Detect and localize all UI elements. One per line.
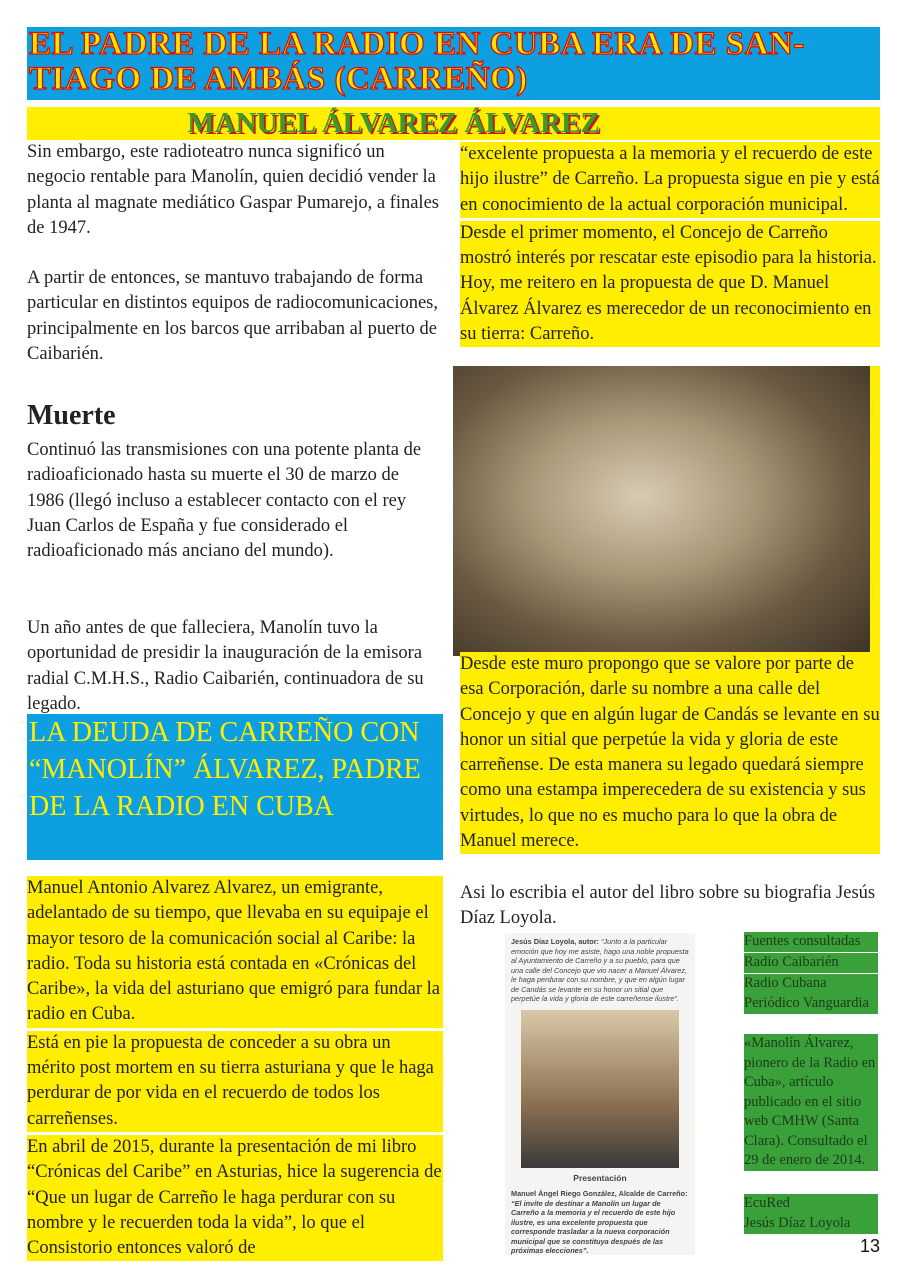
- presentation-photo: [521, 1010, 679, 1168]
- subtitle-banner: [27, 107, 880, 140]
- source-item: Jesús Díaz Loyola: [744, 1214, 878, 1234]
- author-label: Jesús Díaz Loyola, autor:: [511, 937, 599, 946]
- left-paragraph-6: Está en pie la propuesta de conceder a su obra un mérito post mortem en su tierra asturiana y que le haga perdurar de por vida en el recuerdo de todos los carreñenses.: [27, 1031, 443, 1132]
- title-line-2: TIAGO DE AMBÁS (CARREÑO): [29, 61, 528, 97]
- left-paragraph-4: Un año antes de que falleciera, Manolín tuvo la oportunidad de presidir la inauguración de la emisora radial C.M.H.S., Radio Caibarién, continuadora de su legado.: [27, 618, 424, 714]
- section-heading-muerte: Muerte: [27, 400, 116, 431]
- page-title: [27, 27, 880, 100]
- left-paragraph-7: En abril de 2015, durante la presentación de mi libro “Crónicas del Caribe” en Asturias, hice la sugerencia de “Que un lugar de Carreño le haga perdurar con su nombre y le recuerden toda la vida”, lo que el Consistorio entonces valoró de: [27, 1135, 443, 1261]
- mayor-quote: “El invite de destinar a Manolín un lugar de Carreño a la memoria y el recuerdo de este hijo ilustre, es una excelente propuesta que corresponde trasladar a la nueva corporación municipal que se constituya después de las próximas elecciones”.: [511, 1198, 676, 1255]
- right-paragraph-3: Desde este muro propongo que se valore por parte de esa Corporación, darle su nombre a una calle del Concejo y que en algún lugar de Candás se levante en su honor un sitial que perpetúe la vida y gloria de este carreñense. De esta manera su legado quedará siempre como una estampa imperecedera de su existencia y sus virtudes, lo que no es mucho para lo que la obra de Manuel merece.: [460, 652, 880, 854]
- title-line-1: EL PADRE DE LA RADIO EN CUBA ERA DE SAN-: [29, 26, 805, 62]
- sources-heading: Fuentes consultadas: [744, 932, 878, 952]
- right-paragraph-1: “excelente propuesta a la memoria y el recuerdo de este hijo ilustre” de Carreño. La propuesta sigue en pie y está en conocimiento de la actual corporación municipal.: [460, 142, 880, 218]
- right-paragraph-4: Asi lo escribia el autor del libro sobre su biografia Jesús Díaz Loyola.: [460, 883, 876, 929]
- source-item: Periódico Vanguardia: [744, 994, 878, 1014]
- source-item: Radio Cubana: [744, 974, 878, 994]
- left-paragraph-5: Manuel Antonio Alvarez Alvarez, un emigrante, adelantado de su tiempo, que llevaba en su equipaje el mayor tesoro de la comunicación social al Caribe: la radio. Toda su historia está contada en «Crónicas del Caribe», la vida del asturiano que emigró para fundar la radio en Cuba.: [27, 876, 443, 1028]
- source-item: Radio Caibarién: [744, 953, 878, 973]
- portrait-photo: [453, 366, 870, 656]
- left-highlighted-text: [27, 876, 443, 1261]
- source-item: EcuRed: [744, 1194, 878, 1214]
- right-paragraph-2: Desde el primer momento, el Concejo de Carreño mostró interés por rescatar este episodio para la historia. Hoy, me reitero en la propuesta de que D. Manuel Álvarez Álvarez es merecedor de un reconocimiento en su tierra: Carreño.: [460, 221, 880, 347]
- presentation-clipping: [505, 933, 695, 1255]
- source-item: «Manolín Álvarez, pionero de la Radio en Cuba», artículo publicado en el sitio web CMHW (Santa Clara). Consultado el 29 de enero de 2014.: [744, 1034, 878, 1171]
- left-paragraph-3: Continuó las transmisiones con una potente planta de radioaficionado hasta su muerte el 30 de marzo de 1986 (llegó incluso a establecer contacto con el rey Juan Carlos de España y fue considerado el radioaficionado más anciano del mundo).: [27, 440, 422, 562]
- page-number: 13: [860, 1236, 881, 1256]
- photo-caption: Presentación: [573, 1172, 627, 1183]
- author-quote: “Junto a la particular emoción que hoy me asiste, hago una noble propuesta al Ayuntamiento de Carreño y a su pueblo, para que una calle del Concejo que vio nacer a Manuel Álvarez, le haga perdurar con su nombre, y que en algún lugar de Candás se levante en su honor un sitial que perpetúe la vida y gloria de este carreñense ilustre”.: [511, 937, 689, 1003]
- mayor-label: Manuel Ángel Riego González, Alcalde de Carreño:: [511, 1189, 688, 1198]
- section-heading-box: LA DEUDA DE CARREÑO CON “MANOLÍN” ÁLVAREZ, PADRE DE LA RADIO EN CUBA: [27, 714, 443, 860]
- left-paragraph-1: Sin embargo, este radioteatro nunca significó un negocio rentable para Manolín, quien decidió vender la planta al magnate mediático Gaspar Pumarejo, a finales de 1947.: [27, 142, 439, 238]
- left-paragraph-2: A partir de entonces, se mantuvo trabajando de forma particular en distintos equipos de radiocomunicaciones, principalmente en los barcos que arribaban al puerto de Caibarién.: [27, 268, 438, 364]
- subtitle: MANUEL ÁLVAREZ ÁLVAREZ: [187, 107, 600, 139]
- right-highlighted-text: [460, 142, 880, 347]
